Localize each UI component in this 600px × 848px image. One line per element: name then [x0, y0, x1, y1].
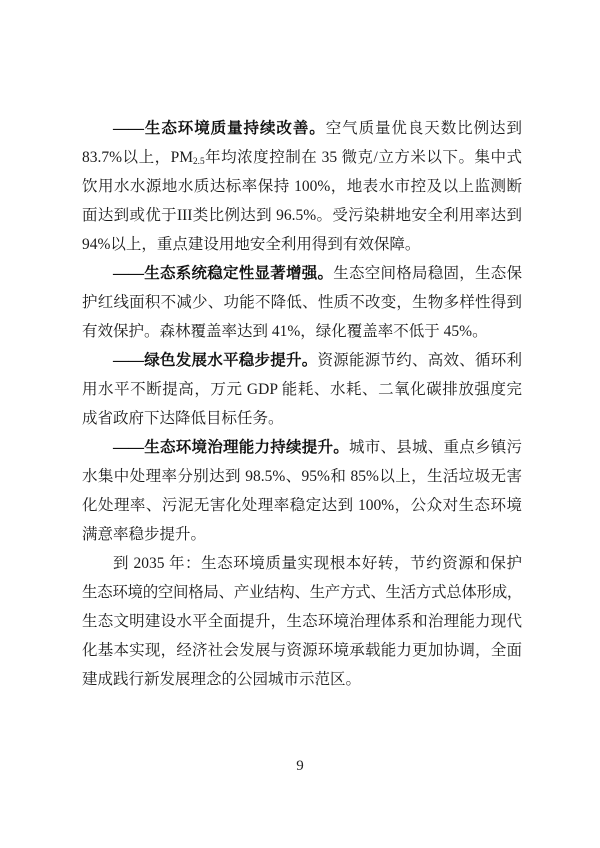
text-line: 有效保护。森林覆盖率达到 41%，绿化覆盖率不低于 45%。 — [82, 323, 488, 340]
paragraph-governance-capacity — [82, 433, 522, 549]
text-line: 建成践行新发展理念的公园城市示范区。 — [82, 671, 362, 688]
text-line — [82, 346, 522, 375]
text-line: 满意率稳步提升。 — [82, 526, 207, 543]
paragraph-heading: ——生态系统稳定性显著增强。 — [113, 265, 334, 282]
text-line: 面达到或优于III类比例达到 96.5%。受污染耕地安全利用率达到 — [82, 207, 522, 224]
text-line — [82, 259, 522, 288]
text-line: 化处理率、污泥无害化处理率稳定达到 100%，公众对生态环境 — [82, 497, 522, 514]
text-line — [82, 433, 522, 462]
text-run: 城市、县城、重点乡镇污 — [348, 439, 522, 456]
text-line: 成省政府下达降低目标任务。 — [82, 410, 284, 427]
text-run: 年均浓度控制在 35 微克/立方米以下。集中式 — [204, 149, 522, 166]
text-line: 生态环境的空间格局、产业结构、生产方式、生活方式总体形成， — [82, 584, 522, 601]
text-line: 护红线面积不减少、功能不降低、性质不改变，生物多样性得到 — [82, 294, 522, 311]
text-run: 资源能源节约、高效、循环利 — [317, 352, 522, 369]
page-number: 9 — [296, 758, 304, 774]
text-line: 用水平不断提高，万元 GDP 能耗、水耗、二氧化碳排放强度完 — [82, 381, 522, 398]
paragraph-environment-quality — [82, 114, 522, 259]
text-run: 空气质量优良天数比例达到 — [325, 120, 522, 137]
text-run: 生态空间格局稳固，生态保 — [333, 265, 522, 282]
text-line: 生态文明建设水平全面提升，生态环境治理体系和治理能力现代 — [82, 613, 522, 630]
text-line: 94%以上，重点建设用地安全利用得到有效保障。 — [82, 236, 421, 253]
text-line — [82, 143, 522, 172]
paragraph-heading: ——绿色发展水平稳步提升。 — [113, 352, 318, 369]
text-line: 到 2035 年：生态环境质量实现根本好转，节约资源和保护 — [113, 555, 522, 572]
paragraph-heading: ——生态环境治理能力持续提升。 — [113, 439, 349, 456]
paragraph-heading: ——生态环境质量持续改善。 — [113, 120, 326, 137]
text-line: 化基本实现，经济社会发展与资源环境承载能力更加协调，全面 — [82, 642, 522, 659]
body-text — [82, 114, 522, 694]
text-line: 饮用水水源地水质达标率保持 100%，地表水市控及以上监测断 — [82, 178, 522, 195]
text-run: 83.7%以上，PM — [82, 149, 193, 166]
paragraph-green-development — [82, 346, 522, 433]
text-line — [82, 114, 522, 143]
paragraph-ecosystem-stability — [82, 259, 522, 346]
paragraph-2035-goals — [82, 549, 522, 694]
text-line: 水集中处理率分别达到 98.5%、95%和 85%以上，生活垃圾无害 — [82, 468, 522, 485]
subscript: 2.5 — [193, 157, 205, 168]
